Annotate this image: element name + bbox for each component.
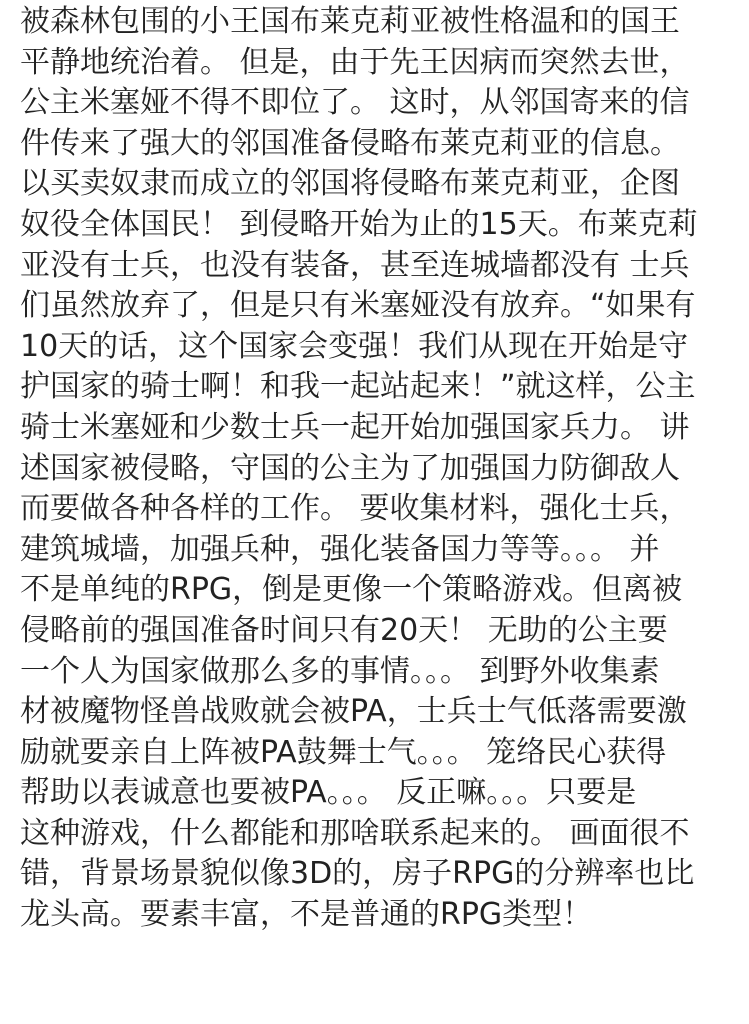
text-line: 们虽然放弃了，但是只有米塞娅没有放弃。“如果有 — [20, 288, 696, 324]
text-line: 件传来了强大的邻国准备侵略布莱克莉亚的信息。 — [20, 125, 680, 161]
text-line: 这种游戏，什么都能和那啥联系起来的。 画面很不 — [20, 815, 690, 851]
text-line: 不是单纯的RPG，倒是更像一个策略游戏。但离被 — [20, 572, 683, 608]
text-line: 建筑城墙，加强兵种，强化装备国力等等。。。 并 — [20, 531, 660, 567]
text-line: 错，背景场景貌似像3D的，房子RPG的分辨率也比 — [20, 856, 695, 892]
text-line: 亚没有士兵，也没有装备，甚至连城墙都没有 士兵 — [20, 247, 690, 283]
text-line: 平静地统治着。 但是，由于先王因病而突然去世， — [20, 44, 690, 80]
text-line: 侵略前的强国准备时间只有20天！ 无助的公主要 — [20, 612, 668, 648]
text-line: 公主米塞娅不得不即位了。 这时，从邻国寄来的信 — [20, 85, 690, 121]
text-line: 励就要亲自上阵被PA鼓舞士气。。。 笼络民心获得 — [20, 734, 667, 770]
text-line: 以买卖奴隶而成立的邻国将侵略布莱克莉亚，企图 — [20, 166, 680, 202]
text-line: 龙头高。要素丰富，不是普通的RPG类型！ — [20, 897, 593, 933]
text-line: 述国家被侵略，守国的公主为了加强国力防御敌人 — [20, 450, 680, 486]
text-line: 材被魔物怪兽战败就会被PA，士兵士气低落需要激 — [20, 694, 687, 730]
text-line: 10天的话，这个国家会变强！我们从现在开始是守 — [20, 328, 689, 364]
text-line: 而要做各种各样的工作。 要收集材料，强化士兵， — [20, 491, 690, 527]
text-line: 一个人为国家做那么多的事情。。。 到野外收集素 — [20, 653, 660, 689]
text-line: 奴役全体国民！ 到侵略开始为止的15天。布莱克莉 — [20, 206, 698, 242]
text-line: 护国家的骑士啊！和我一起站起来！”就这样，公主 — [20, 369, 696, 405]
text-line: 骑士米塞娅和少数士兵一起开始加强国家兵力。 讲 — [20, 409, 690, 445]
text-line: 帮助以表诚意也要被PA。。。 反正嘛。。。只要是 — [20, 775, 637, 811]
text-line: 被森林包围的小王国布莱克莉亚被性格温和的国王 — [20, 4, 680, 39]
